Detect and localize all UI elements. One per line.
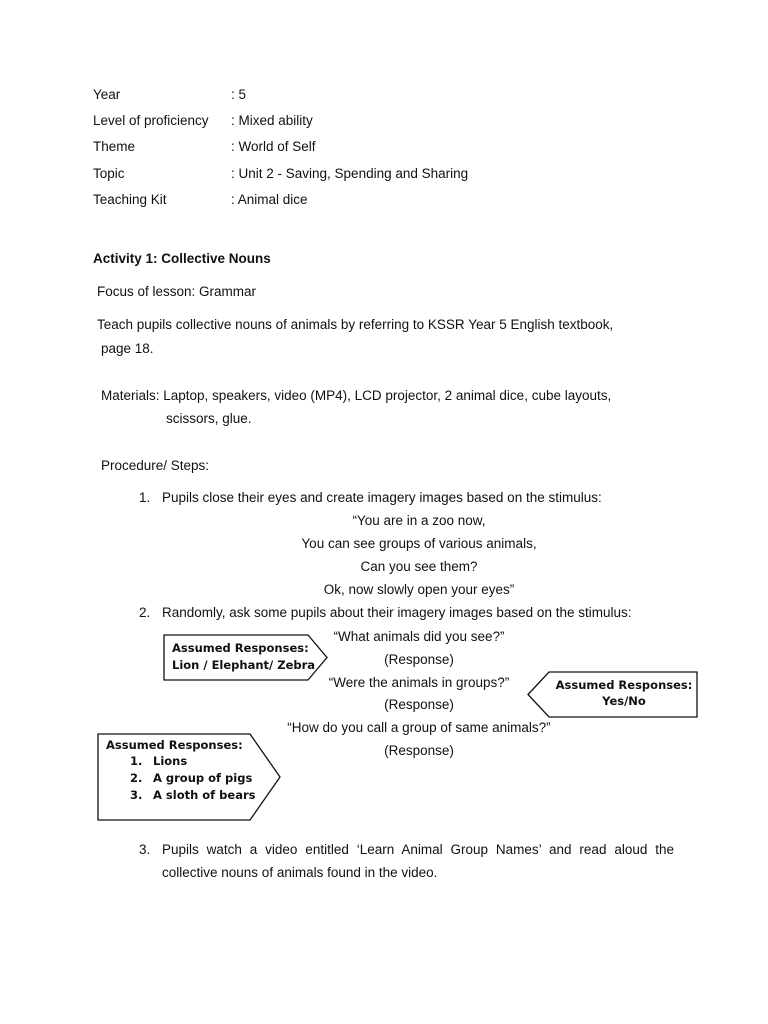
step-2-question: “Were the animals in groups?”	[328, 675, 510, 690]
info-label-theme: Theme	[93, 139, 136, 154]
info-value-theme: : World of Self	[231, 139, 316, 154]
callout-3-item: A group of pigs	[153, 771, 253, 785]
info-value-topic: : Unit 2 - Saving, Spending and Sharing	[231, 166, 469, 181]
teach-line-2: page 18.	[101, 341, 154, 356]
callout-3-item: Lions	[153, 754, 188, 768]
step-2-number: 2.	[139, 605, 151, 620]
callout-2-body: Yes/No	[602, 694, 646, 708]
callout-1-body: Lion / Elephant/ Zebra	[172, 658, 316, 672]
step-2-text: Randomly, ask some pupils about their imagery images based on the stimulus:	[162, 605, 632, 620]
info-value-teaching-kit: : Animal dice	[231, 192, 308, 207]
callout-3-item: A sloth of bears	[153, 788, 256, 802]
info-label-teaching-kit: Teaching Kit	[93, 192, 167, 207]
callout-yes-no	[527, 671, 698, 718]
callout-2-title: Assumed Responses:	[555, 678, 693, 692]
step-3-line-1: Pupils watch a video entitled ‘Learn Animal Group Names’ and read aloud the	[162, 842, 674, 857]
callout-3-item-number: 1.	[130, 754, 143, 768]
materials-line-2: scissors, glue.	[166, 411, 252, 426]
step-1-quote-line: Can you see them?	[360, 559, 478, 574]
info-label-topic: Topic	[93, 166, 125, 181]
callout-3-title: Assumed Responses:	[106, 738, 243, 752]
info-value-year: : 5	[231, 87, 247, 102]
info-label-proficiency: Level of proficiency	[93, 113, 209, 128]
step-2-response: (Response)	[384, 652, 454, 667]
step-2-question: “What animals did you see?”	[333, 629, 505, 644]
procedure-heading: Procedure/ Steps:	[101, 458, 210, 473]
step-2-response: (Response)	[384, 743, 454, 758]
step-1-number: 1.	[139, 490, 151, 505]
step-1-quote-line: You can see groups of various animals,	[301, 536, 537, 551]
callout-collective-nouns	[97, 733, 281, 821]
info-label-year: Year	[93, 87, 121, 102]
step-1-text: Pupils close their eyes and create imagery images based on the stimulus:	[162, 490, 602, 505]
callout-3-item-number: 2.	[130, 771, 143, 785]
callout-1-title: Assumed Responses:	[172, 641, 309, 655]
activity-title: Activity 1: Collective Nouns	[93, 251, 271, 266]
step-1-quote-line: Ok, now slowly open your eyes”	[323, 582, 515, 597]
step-3-line-2: collective nouns of animals found in the video.	[162, 865, 438, 880]
focus-line: Focus of lesson: Grammar	[97, 284, 257, 299]
step-2-question: “How do you call a group of same animals?”	[287, 720, 551, 735]
callout-3-item-number: 3.	[130, 788, 143, 802]
step-2-response: (Response)	[384, 697, 454, 712]
callout-lion-elephant-zebra	[163, 634, 328, 681]
teach-line-1: Teach pupils collective nouns of animals by referring to KSSR Year 5 English textbook,	[97, 317, 614, 332]
materials-line-1: Materials: Laptop, speakers, video (MP4), LCD projector, 2 animal dice, cube layouts,	[101, 388, 612, 403]
info-value-proficiency: : Mixed ability	[231, 113, 313, 128]
step-3-number: 3.	[139, 842, 151, 857]
step-1-quote-line: “You are in a zoo now,	[352, 513, 486, 528]
